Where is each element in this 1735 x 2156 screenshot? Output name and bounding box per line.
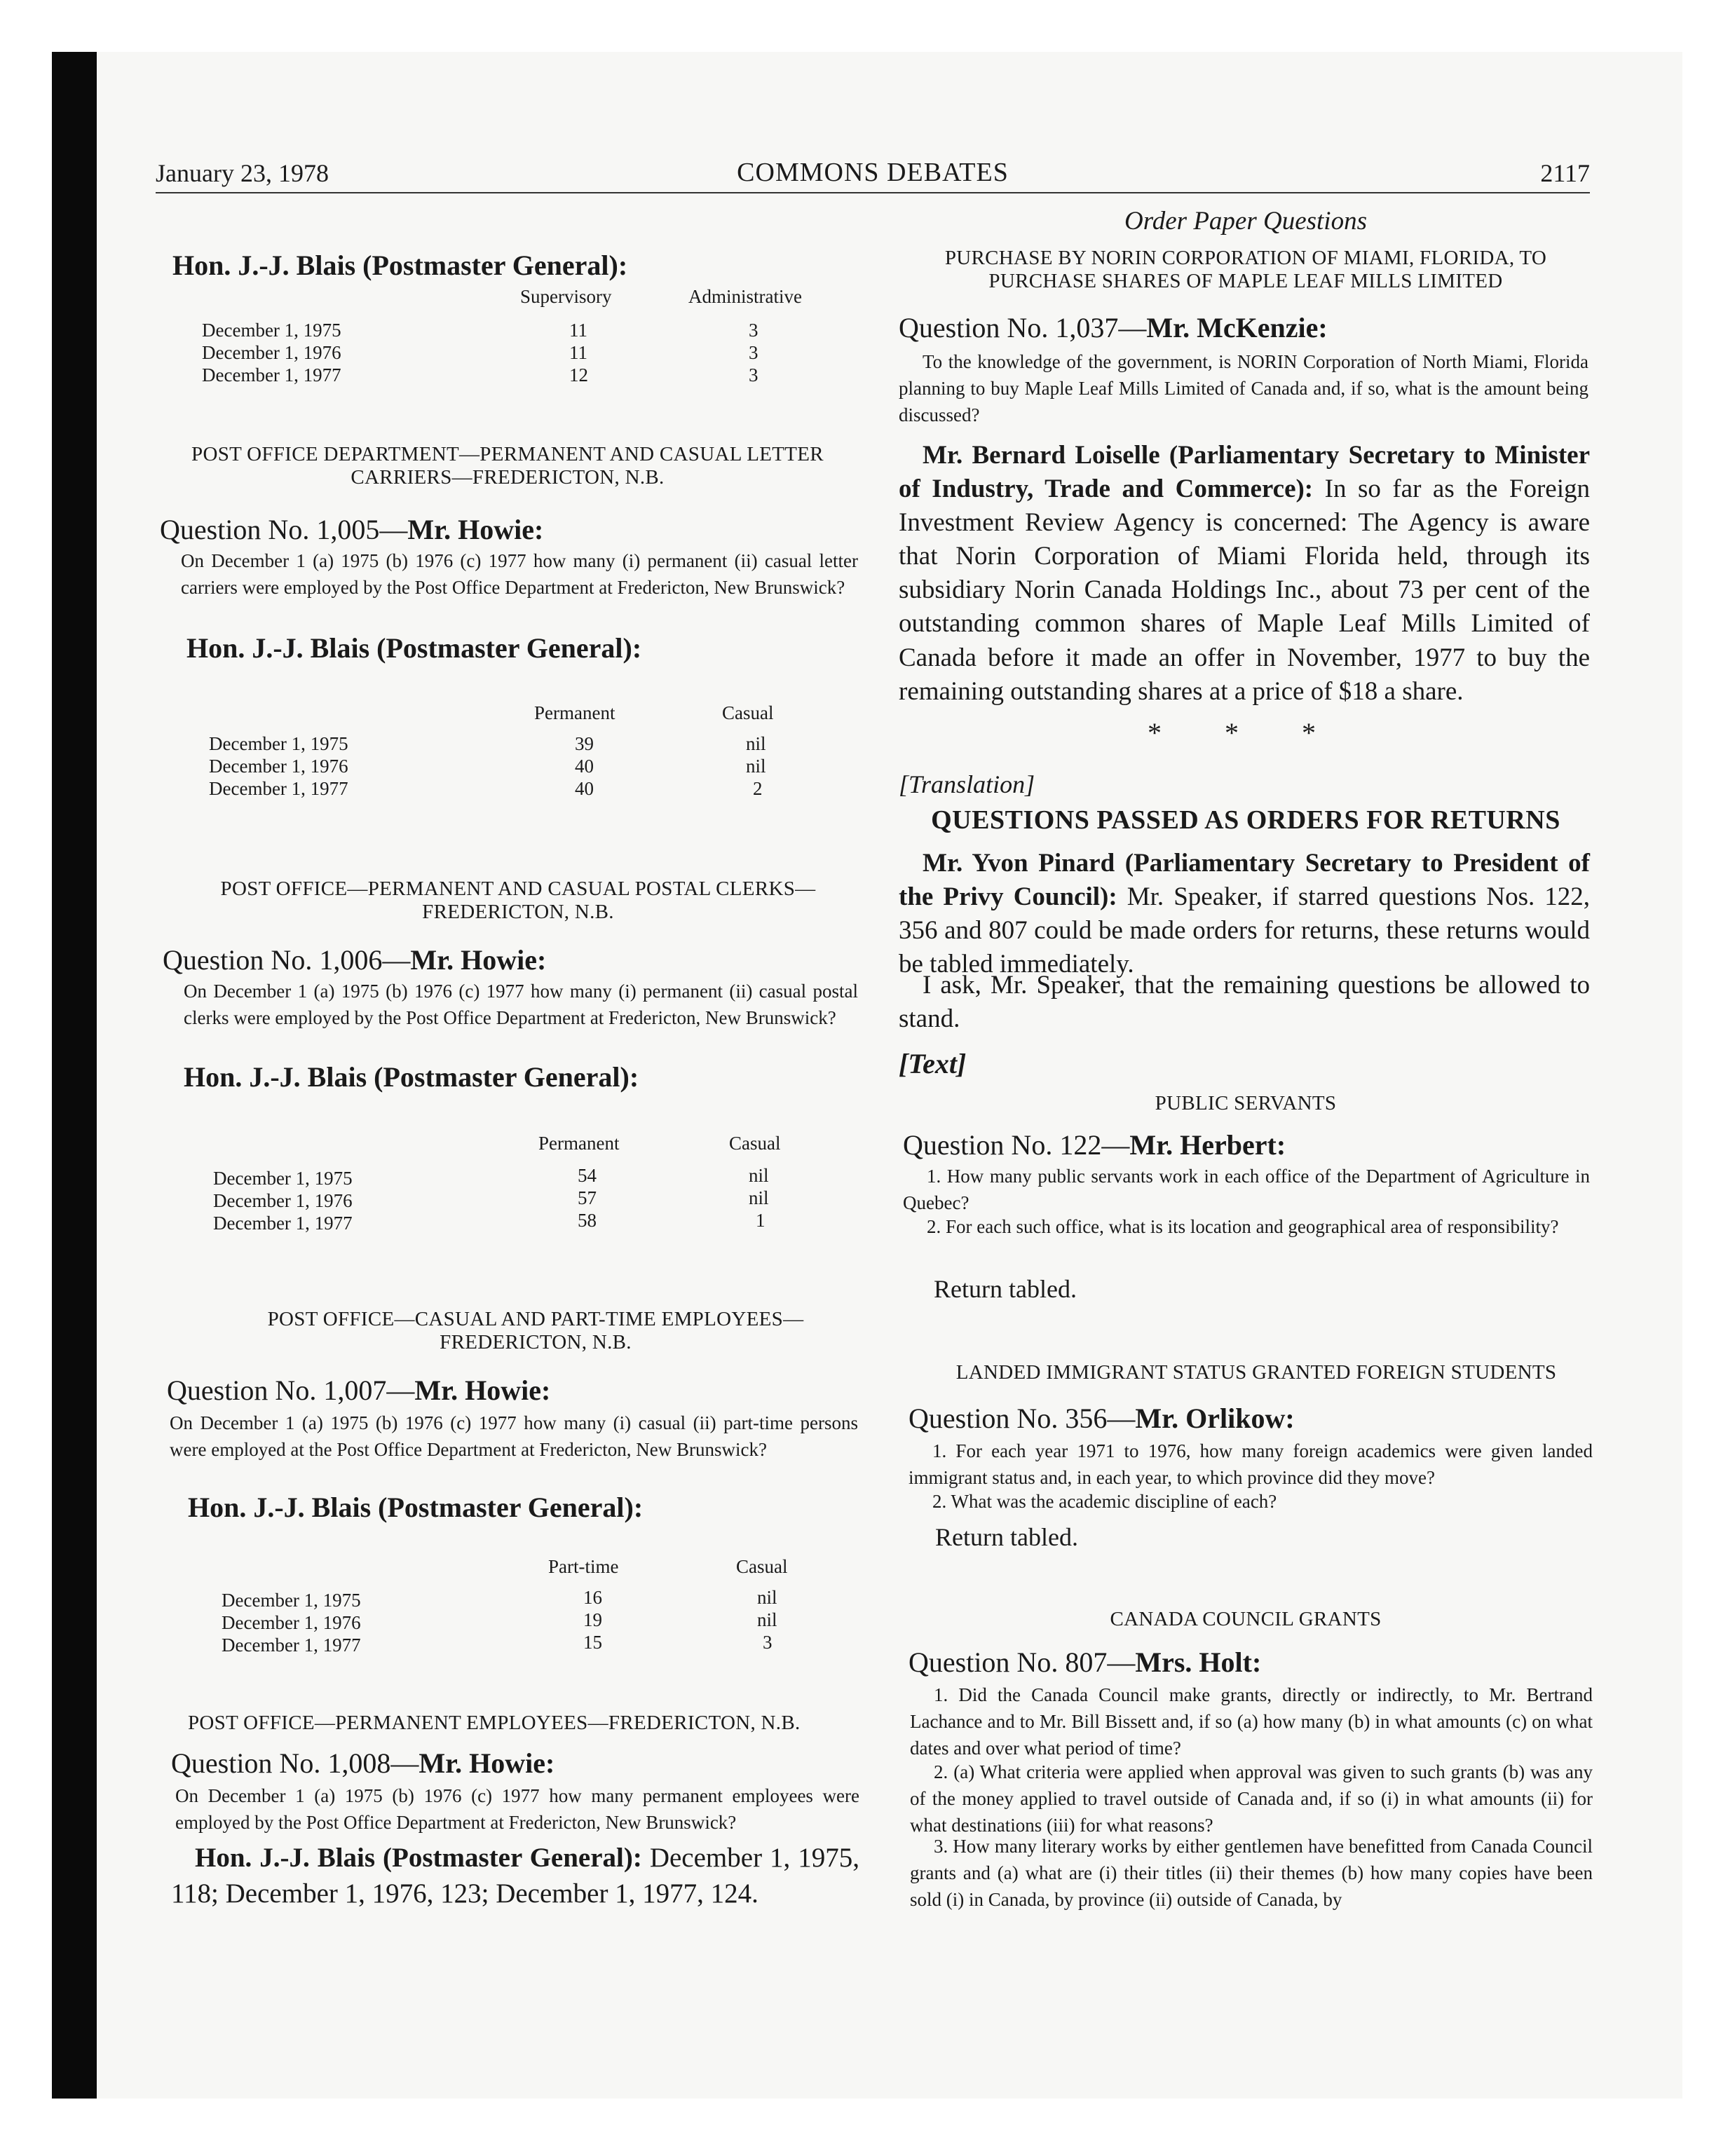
question-asker: Mr. Howie: [419, 1747, 555, 1779]
table-cell: 57 [578, 1187, 597, 1208]
question-line [171, 1747, 554, 1780]
question-text: On December 1 (a) 1975 (b) 1976 (c) 1977 how many (i) casual (ii) part-time persons were employed at the Post Office Department at Fredericton, New Brunswick? [170, 1412, 858, 1460]
scan-edge [52, 52, 97, 2099]
table-row-label: December 1, 1976 [209, 756, 348, 777]
table-cell: 1 [756, 1210, 766, 1231]
table-row-label: December 1, 1976 [222, 1612, 361, 1633]
question-text: 2. What was the academic discipline of each? [932, 1491, 1277, 1512]
table-col-header: Casual [736, 1556, 788, 1577]
table-row-label: December 1, 1977 [209, 778, 348, 799]
question-line [899, 311, 1328, 345]
table-cell: 58 [578, 1210, 597, 1231]
question-asker: Mr. Howie: [414, 1374, 551, 1406]
question-line [167, 1374, 550, 1407]
question-text: On December 1 (a) 1975 (b) 1976 (c) 1977 how many (i) permanent (ii) casual letter carriers were employed by the Post Office Department at Fredericton, New Brunswick? [181, 550, 858, 598]
question-line [903, 1128, 1286, 1162]
table-cell: nil [757, 1609, 777, 1630]
table-cell: 39 [575, 733, 594, 754]
section-heading: LANDED IMMIGRANT STATUS GRANTED FOREIGN STUDENTS [955, 1361, 1557, 1384]
table-cell: 40 [575, 778, 594, 799]
table-col-header: Permanent [538, 1133, 620, 1154]
question-text: 1. How many public servants work in each office of the Department of Agriculture in Quebec? [903, 1166, 1590, 1213]
table-cell: nil [757, 1587, 777, 1608]
question-number: Question No. 356— [909, 1403, 1136, 1434]
table-col-header: Casual [729, 1133, 781, 1154]
table-cell: 3 [749, 320, 758, 341]
staff-table [156, 1556, 857, 1661]
question-asker: Mr. Orlikow: [1135, 1403, 1295, 1434]
table-col-header: Permanent [534, 702, 615, 723]
section-heading: POST OFFICE—CASUAL AND PART-TIME EMPLOYEES— FREDERICTON, N.B. [267, 1308, 804, 1354]
question-text: 1. For each year 1971 to 1976, how many foreign academics were given landed immigrant status and, in each year, to which province did they move? [909, 1440, 1593, 1488]
question-number: Question No. 1,008— [171, 1747, 419, 1779]
table-row-label: December 1, 1975 [213, 1168, 353, 1189]
speaker-blais: Hon. J.-J. Blais (Postmaster General): [186, 632, 642, 664]
text-tag: [Text] [899, 1048, 967, 1079]
answer-paragraph [171, 1841, 859, 1911]
staff-table [156, 702, 857, 807]
right-column [899, 203, 1593, 1956]
speaker-pinard: Mr. Yvon Pinard (Parliamentary Secretary to President of the Privy Council): [899, 849, 1590, 912]
question-asker: Mrs. Holt: [1135, 1646, 1262, 1678]
table-cell: 11 [569, 320, 587, 341]
table-row-label: December 1, 1975 [222, 1590, 361, 1611]
table-cell: 19 [583, 1609, 602, 1630]
table-cell: 16 [583, 1587, 602, 1608]
table-cell: nil [746, 756, 766, 777]
question-line [163, 943, 546, 977]
question-line [909, 1646, 1261, 1679]
section-heading: POST OFFICE DEPARTMENT—PERMANENT AND CASUAL LETTER CARRIERS—FREDERICTON, N.B. [191, 443, 824, 489]
header-title: COMMONS DEBATES [737, 158, 1009, 187]
table-cell: 40 [575, 756, 594, 777]
header-date: January 23, 1978 [156, 159, 329, 187]
question-number: Question No. 1,007— [167, 1374, 415, 1406]
section-heading: POST OFFICE—PERMANENT EMPLOYEES—FREDERICTON, N.B. [188, 1712, 801, 1734]
table-row-label: December 1, 1976 [213, 1190, 353, 1211]
question-text: 3. How many literary works by either gentlemen have benefitted from Canada Council grants and (a) what are (i) their titles (ii) their themes (b) how many copies have been sold (i) in Canada, by province (ii) outside of Canada, by [910, 1836, 1593, 1910]
left-column [156, 203, 887, 1956]
question-number: Question No. 1,037— [899, 312, 1147, 343]
answer-paragraph [899, 439, 1590, 709]
table-cell: nil [749, 1187, 769, 1208]
section-heading: CANADA COUNCIL GRANTS [1110, 1608, 1382, 1630]
header-page-number: 2117 [1540, 159, 1590, 187]
answer-text: In so far as the Foreign Investment Review Agency is concerned: The Agency is aware that Norin Corporation of Miami Florida held, through its subsidiary Norin Canada Holdings Inc., about 73 per cent of the outstanding common shares of Maple Leaf Mills Limited of Canada before it made an offer in November, 1977 to buy the remaining outstanding shares at a price of $18 a share. [899, 475, 1590, 706]
question-number: Question No. 1,005— [160, 514, 408, 545]
answer-paragraph: I ask, Mr. Speaker, that the remaining questions be allowed to stand. [899, 971, 1590, 1034]
question-asker: Mr. Howie: [407, 514, 544, 545]
section-heading: PURCHASE BY NORIN CORPORATION OF MIAMI, FLORIDA, TO PURCHASE SHARES OF MAPLE LEAF MILLS LIMITED [944, 247, 1547, 293]
answer-paragraph [899, 847, 1590, 981]
question-number: Question No. 807— [909, 1646, 1136, 1678]
question-line [909, 1402, 1295, 1435]
translation-tag: [Translation] [899, 770, 1035, 798]
table-cell: 11 [569, 342, 587, 363]
table-row-label: December 1, 1977 [202, 364, 341, 386]
speaker-loiselle: Mr. Bernard Loiselle (Parliamentary Secretary to Minister of Industry, Trade and Commerce): [899, 441, 1590, 504]
speaker-blais: Hon. J.-J. Blais (Postmaster General): [188, 1492, 644, 1523]
question-text: 2. For each such office, what is its location and geographical area of responsibility? [927, 1216, 1559, 1237]
table-cell: 3 [749, 342, 758, 363]
question-asker: Mr. McKenzie: [1146, 312, 1328, 343]
table-row-label: December 1, 1977 [222, 1635, 361, 1656]
answer-text: Mr. Speaker, if starred questions Nos. 122, 356 and 807 could be made orders for returns, these returns would be tabled immediately. [899, 882, 1591, 979]
table-cell: nil [746, 733, 766, 754]
question-text: On December 1 (a) 1975 (b) 1976 (c) 1977 how many permanent employees were employed by the Post Office Department at Fredericton, New Brunswick? [175, 1785, 859, 1833]
staff-table [156, 286, 857, 391]
table-col-header: Administrative [688, 286, 802, 307]
page-header [156, 153, 1590, 193]
return-tabled: Return tabled. [934, 1275, 1077, 1303]
table-row-label: December 1, 1976 [202, 342, 341, 363]
question-asker: Mr. Howie: [410, 944, 547, 976]
table-col-header: Casual [722, 702, 774, 723]
table-col-header: Part-time [548, 1556, 619, 1577]
section-title: Order Paper Questions [1124, 207, 1367, 236]
question-text: 1. Did the Canada Council make grants, directly or indirectly, to Mr. Bertrand Lachance and to Mr. Bill Bissett and, if so (a) how many (b) in what amounts (c) on what dates and over what period of time? [910, 1684, 1593, 1759]
question-number: Question No. 1,006— [163, 944, 411, 976]
question-asker: Mr. Herbert: [1129, 1129, 1286, 1161]
question-number: Question No. 122— [903, 1129, 1130, 1161]
section-heading: POST OFFICE—PERMANENT AND CASUAL POSTAL CLERKS— FREDERICTON, N.B. [220, 878, 816, 924]
speaker-blais: Hon. J.-J. Blais (Postmaster General): [172, 250, 628, 281]
speaker-blais: Hon. J.-J. Blais (Postmaster General): [195, 1843, 642, 1873]
return-tabled: Return tabled. [935, 1523, 1078, 1551]
table-row-label: December 1, 1975 [202, 320, 341, 341]
question-line [160, 513, 543, 547]
answer-text: December 1, 1975, 118; December 1, 1976, 123; December 1, 1977, 124. [171, 1843, 860, 1909]
table-col-header: Supervisory [520, 286, 612, 307]
staff-table [156, 1133, 857, 1238]
table-row-label: December 1, 1975 [209, 733, 348, 754]
table-cell: 15 [583, 1632, 602, 1653]
table-cell: 3 [749, 364, 758, 386]
table-row-label: December 1, 1977 [213, 1213, 353, 1234]
orders-heading: QUESTIONS PASSED AS ORDERS FOR RETURNS [931, 805, 1560, 835]
speaker-blais: Hon. J.-J. Blais (Postmaster General): [184, 1061, 639, 1093]
table-cell: nil [749, 1165, 769, 1186]
table-cell: 2 [753, 778, 763, 799]
section-divider: * * * [1148, 717, 1344, 749]
question-text: 2. (a) What criteria were applied when approval was given to such grants (b) was any of the money applied to travel outside of Canada and, if so (i) in what amounts (ii) for what destinations (iii) for what reasons? [910, 1761, 1593, 1836]
table-cell: 3 [763, 1632, 773, 1653]
question-text: To the knowledge of the government, is NORIN Corporation of North Miami, Florida planning to buy Maple Leaf Mills Limited of Canada and, if so, what is the amount being discussed? [899, 351, 1588, 425]
section-heading: PUBLIC SERVANTS [1155, 1092, 1337, 1114]
table-cell: 54 [578, 1165, 597, 1186]
table-cell: 12 [569, 364, 588, 386]
question-text: On December 1 (a) 1975 (b) 1976 (c) 1977 how many (i) permanent (ii) casual postal clerks were employed by the Post Office Department at Fredericton, New Brunswick? [184, 981, 858, 1028]
